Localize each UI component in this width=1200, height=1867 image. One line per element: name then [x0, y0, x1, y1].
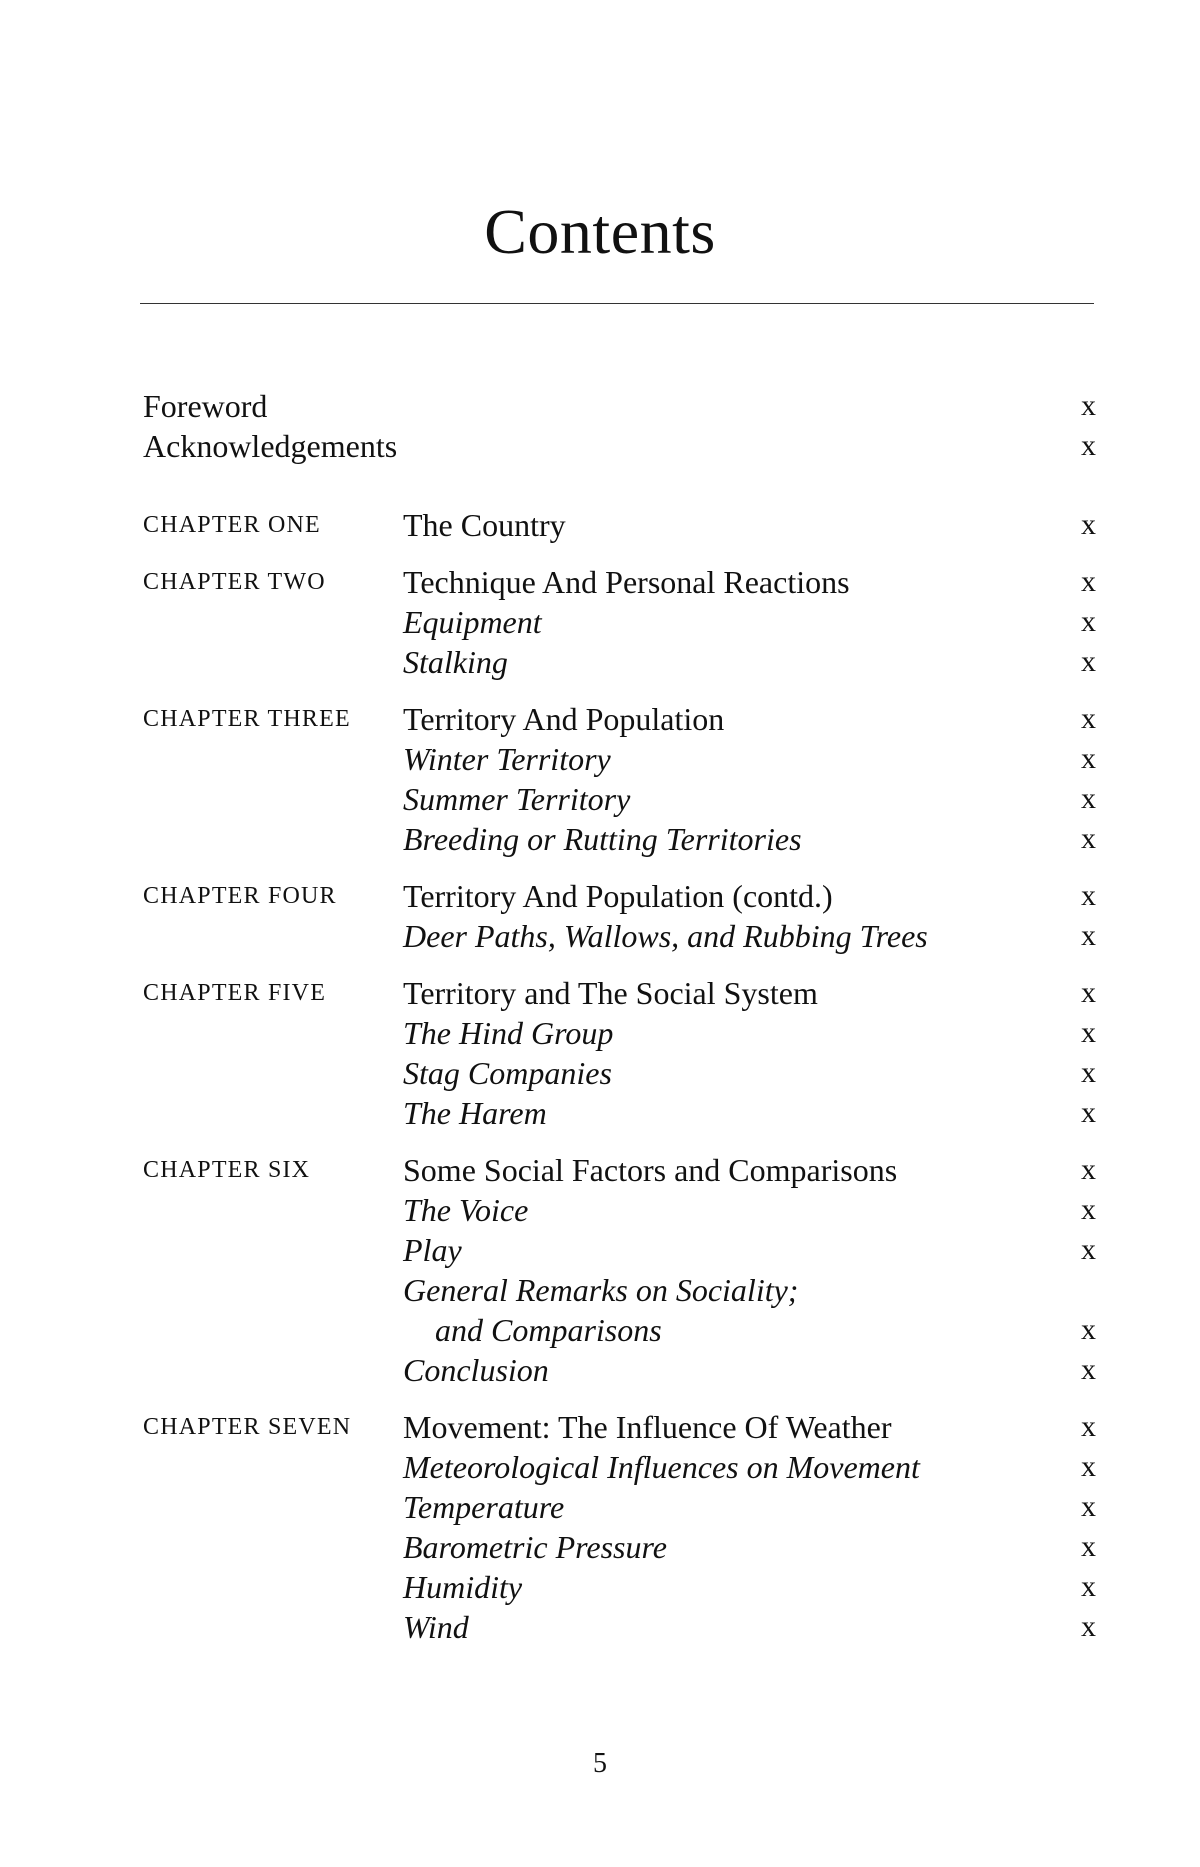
entry-title: Temperature: [403, 1489, 565, 1525]
section-entry: [143, 1350, 1096, 1390]
section-entry: [143, 1190, 1096, 1230]
entry-title: Winter Territory: [403, 741, 611, 777]
entry-page: x: [1081, 879, 1096, 912]
section-entry: [143, 1310, 1096, 1350]
entry-title: Meteorological Influences on Movement: [403, 1449, 920, 1485]
section-gap: [143, 466, 1096, 505]
entry-title: Wind: [403, 1609, 469, 1645]
section-gap: [143, 682, 1096, 699]
chapter-group: [143, 973, 1096, 1133]
chapter-label: CHAPTER ONE: [143, 512, 321, 538]
page-number: 5: [593, 1748, 607, 1779]
entry-page: x: [1081, 1570, 1096, 1603]
entry-title: Technique And Personal Reactions: [403, 564, 850, 600]
entry-page: x: [1081, 508, 1096, 541]
chapter-label: CHAPTER TWO: [143, 569, 326, 595]
entry-page: x: [1081, 565, 1096, 598]
chapter-label: CHAPTER SEVEN: [143, 1414, 352, 1440]
table-of-contents: [143, 386, 1096, 1647]
section-entry: [143, 739, 1096, 779]
entry-page: x: [1081, 1410, 1096, 1443]
entry-page: x: [1081, 1450, 1096, 1483]
entry-page: x: [1081, 389, 1096, 422]
chapter-group: [143, 699, 1096, 859]
chapter-label: CHAPTER FIVE: [143, 980, 327, 1006]
chapter-entry: [143, 1407, 1096, 1447]
entry-title: Stalking: [403, 644, 508, 680]
entry-page: x: [1081, 1313, 1096, 1346]
section-entry: [143, 1013, 1096, 1053]
title-rule: [140, 303, 1094, 304]
entry-title: Play: [403, 1232, 462, 1268]
chapter-entry: [143, 973, 1096, 1013]
entry-title: Foreword: [143, 388, 268, 424]
chapter-entry: [143, 876, 1096, 916]
section-entry: [143, 1053, 1096, 1093]
section-gap: [143, 1390, 1096, 1407]
entry-title: and Comparisons: [435, 1312, 662, 1348]
chapter-entry: [143, 1150, 1096, 1190]
entry-title: Territory And Population: [403, 701, 725, 737]
entry-page: x: [1081, 1153, 1096, 1186]
entry-title: Territory And Population (contd.): [403, 878, 833, 914]
section-entry: [143, 1567, 1096, 1607]
entry-page: x: [1081, 976, 1096, 1009]
entry-page: x: [1081, 429, 1096, 462]
entry-title: Acknowledgements: [143, 428, 398, 464]
entry-page: x: [1081, 1490, 1096, 1523]
entry-page: x: [1081, 919, 1096, 952]
entry-page: x: [1081, 1193, 1096, 1226]
section-gap: [143, 956, 1096, 973]
entry-title: The Country: [403, 507, 566, 543]
chapter-group: [143, 1150, 1096, 1390]
section-entry: [143, 1093, 1096, 1133]
chapter-entry: [143, 505, 1096, 545]
entry-page: x: [1081, 702, 1096, 735]
chapter-label: CHAPTER FOUR: [143, 883, 337, 909]
chapter-group: [143, 505, 1096, 545]
page-title: Contents: [484, 196, 716, 267]
section-entry: [143, 1487, 1096, 1527]
chapter-group: [143, 1407, 1096, 1647]
entry-title: Deer Paths, Wallows, and Rubbing Trees: [403, 918, 928, 954]
chapter-group: [143, 876, 1096, 956]
entry-title: Some Social Factors and Comparisons: [403, 1152, 898, 1188]
entry-page: x: [1081, 645, 1096, 678]
entry-page: x: [1081, 782, 1096, 815]
chapter-label: CHAPTER SIX: [143, 1157, 311, 1183]
section-entry: [143, 819, 1096, 859]
front-matter-entry: [143, 426, 1096, 466]
entry-title: Breeding or Rutting Territories: [403, 821, 802, 857]
entry-page: x: [1081, 1353, 1096, 1386]
entry-title: Humidity: [403, 1569, 523, 1605]
section-entry: [143, 602, 1096, 642]
entry-title: The Hind Group: [403, 1015, 614, 1051]
entry-title: Equipment: [403, 604, 542, 640]
section-entry: [143, 1447, 1096, 1487]
section-gap: [143, 545, 1096, 562]
entry-title: The Voice: [403, 1192, 529, 1228]
section-entry: [143, 1527, 1096, 1567]
entry-title: Territory and The Social System: [403, 975, 818, 1011]
entry-title: Stag Companies: [403, 1055, 612, 1091]
entry-page: x: [1081, 1610, 1096, 1643]
entry-page: x: [1081, 822, 1096, 855]
entry-title: General Remarks on Sociality;: [403, 1272, 799, 1308]
section-entry: [143, 1607, 1096, 1647]
front-matter-entry: [143, 386, 1096, 426]
entry-page: x: [1081, 1056, 1096, 1089]
section-entry: [143, 642, 1096, 682]
chapter-entry: [143, 562, 1096, 602]
section-entry: [143, 779, 1096, 819]
entry-page: x: [1081, 605, 1096, 638]
section-entry: [143, 1270, 1096, 1310]
entry-title: Barometric Pressure: [403, 1529, 667, 1565]
section-gap: [143, 859, 1096, 876]
entry-title: Movement: The Influence Of Weather: [403, 1409, 892, 1445]
entry-page: x: [1081, 742, 1096, 775]
section-entry: [143, 1230, 1096, 1270]
entry-page: x: [1081, 1530, 1096, 1563]
entry-title: Conclusion: [403, 1352, 549, 1388]
entry-page: x: [1081, 1233, 1096, 1266]
chapter-group: [143, 562, 1096, 682]
entry-page: x: [1081, 1016, 1096, 1049]
entry-page: x: [1081, 1096, 1096, 1129]
section-entry: [143, 916, 1096, 956]
section-gap: [143, 1133, 1096, 1150]
entry-title: Summer Territory: [403, 781, 631, 817]
chapter-entry: [143, 699, 1096, 739]
entry-title: The Harem: [403, 1095, 547, 1131]
chapter-label: CHAPTER THREE: [143, 706, 351, 732]
